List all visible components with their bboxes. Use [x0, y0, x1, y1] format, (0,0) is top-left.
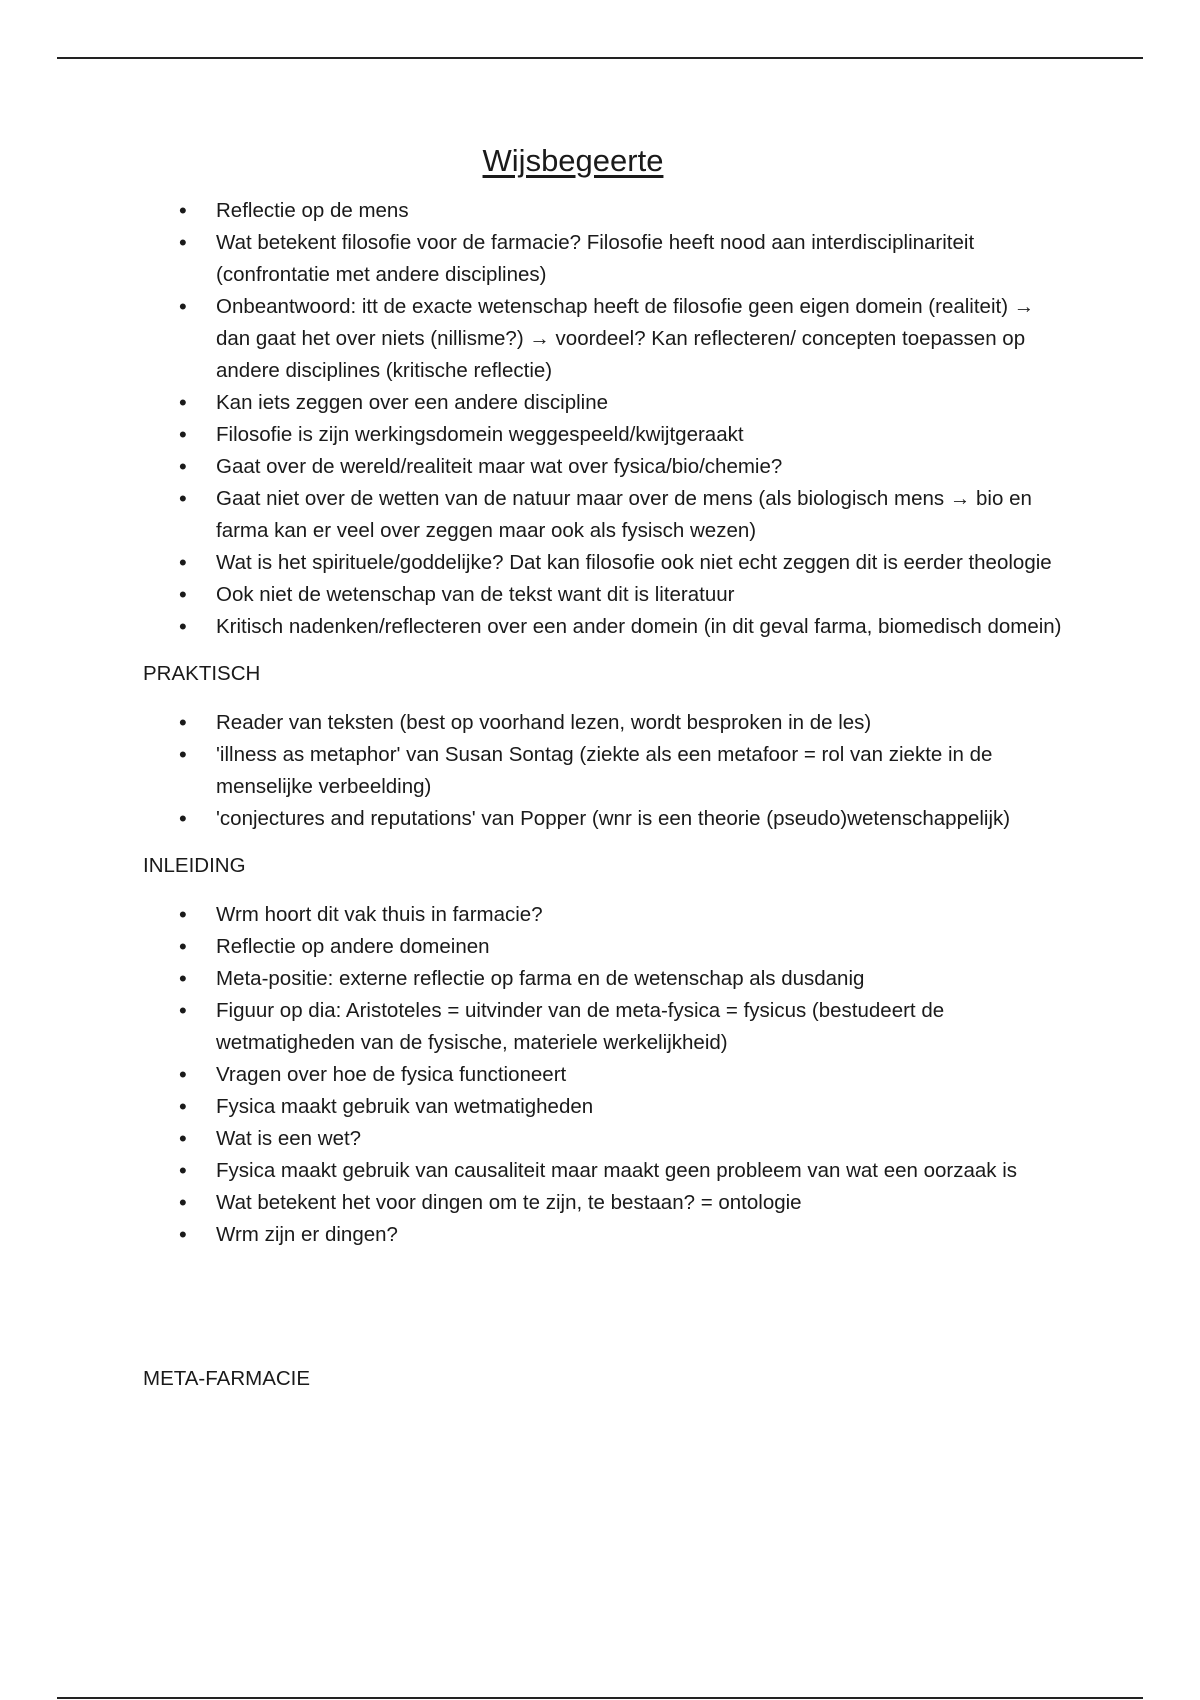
- list-item: • Wrm zijn er dingen?: [143, 1219, 1063, 1251]
- bullet-icon: •: [179, 614, 187, 640]
- list-item: • Wat is het spirituele/goddelijke? Dat kan filosofie ook niet echt zeggen dit is eerder theologie: [143, 547, 1063, 579]
- section-heading-inleiding: INLEIDING: [143, 854, 246, 878]
- list-item: • Wat is een wet?: [143, 1123, 1063, 1155]
- footer-rule: [57, 1697, 1143, 1699]
- list-item: • Gaat over de wereld/realiteit maar wat over fysica/bio/chemie?: [143, 451, 1063, 483]
- bullet-icon: •: [179, 454, 187, 480]
- bullet-icon: •: [179, 1190, 187, 1216]
- list-item: • Fysica maakt gebruik van wetmatigheden: [143, 1091, 1063, 1123]
- bullet-icon: •: [179, 966, 187, 992]
- praktisch-list: [143, 707, 1063, 835]
- list-item: • Reflectie op andere domeinen: [143, 931, 1063, 963]
- list-item: • Ook niet de wetenschap van de tekst want dit is literatuur: [143, 579, 1063, 611]
- bullet-icon: •: [179, 998, 187, 1024]
- bullet-icon: •: [179, 550, 187, 576]
- bullet-icon: •: [179, 710, 187, 736]
- bullet-icon: •: [179, 1158, 187, 1184]
- bullet-icon: •: [179, 806, 187, 832]
- inleiding-list: [143, 899, 1063, 1251]
- bullet-icon: •: [179, 1222, 187, 1248]
- list-item: • Meta-positie: externe reflectie op farma en de wetenschap als dusdanig: [143, 963, 1063, 995]
- section-heading-meta-farmacie: META-FARMACIE: [143, 1367, 311, 1391]
- bullet-icon: •: [179, 1126, 187, 1152]
- bullet-icon: •: [179, 390, 187, 416]
- list-item: • Wat betekent het voor dingen om te zijn, te bestaan? = ontologie: [143, 1187, 1063, 1219]
- list-item: • Onbeantwoord: itt de exacte wetenschap heeft de filosofie geen eigen domein (realiteit) → dan gaat het over niets (nillisme?) → voordeel? Kan reflecteren/ concepten toepassen op andere disciplines (kritische reflectie): [143, 291, 1063, 387]
- document-title: Wijsbegeerte: [482, 143, 664, 178]
- list-item: • Kritisch nadenken/reflecteren over een ander domein (in dit geval farma, biomedisch domein): [143, 611, 1063, 643]
- list-item: • Reflectie op de mens: [143, 195, 1063, 227]
- bullet-icon: •: [179, 198, 187, 224]
- list-item: • Reader van teksten (best op voorhand lezen, wordt besproken in de les): [143, 707, 1063, 739]
- list-item: • Filosofie is zijn werkingsdomein weggespeeld/kwijtgeraakt: [143, 419, 1063, 451]
- list-item: • 'conjectures and reputations' van Popper (wnr is een theorie (pseudo)wetenschappelijk): [143, 803, 1063, 835]
- list-item: • Wat betekent filosofie voor de farmacie? Filosofie heeft nood aan interdisciplinariteit (confrontatie met andere disciplines): [143, 227, 1063, 291]
- bullet-icon: •: [179, 934, 187, 960]
- list-item: • Wrm hoort dit vak thuis in farmacie?: [143, 899, 1063, 931]
- list-item: • Kan iets zeggen over een andere discipline: [143, 387, 1063, 419]
- bullet-icon: •: [179, 902, 187, 928]
- document-page: [143, 142, 1063, 1412]
- list-item: • Gaat niet over de wetten van de natuur maar over de mens (als biologisch mens → bio en farma kan er veel over zeggen maar ook als fysisch wezen): [143, 483, 1063, 547]
- bullet-icon: •: [179, 486, 187, 512]
- section-heading-praktisch: PRAKTISCH: [143, 662, 261, 686]
- list-item: • Vragen over hoe de fysica functioneert: [143, 1059, 1063, 1091]
- bullet-icon: •: [179, 1062, 187, 1088]
- bullet-icon: •: [179, 230, 187, 256]
- list-item: • 'illness as metaphor' van Susan Sontag (ziekte als een metafoor = rol van ziekte in de menselijke verbeelding): [143, 739, 1063, 803]
- bullet-icon: •: [179, 742, 187, 768]
- bullet-icon: •: [179, 582, 187, 608]
- header-rule: [57, 57, 1143, 59]
- bullet-icon: •: [179, 1094, 187, 1120]
- list-item: • Fysica maakt gebruik van causaliteit maar maakt geen probleem van wat een oorzaak is: [143, 1155, 1063, 1187]
- list-item: • Figuur op dia: Aristoteles = uitvinder van de meta-fysica = fysicus (bestudeert de wetmatigheden van de fysische, materiele werkelijkheid): [143, 995, 1063, 1059]
- bullet-icon: •: [179, 294, 187, 320]
- bullet-icon: •: [179, 422, 187, 448]
- intro-list: [143, 195, 1063, 643]
